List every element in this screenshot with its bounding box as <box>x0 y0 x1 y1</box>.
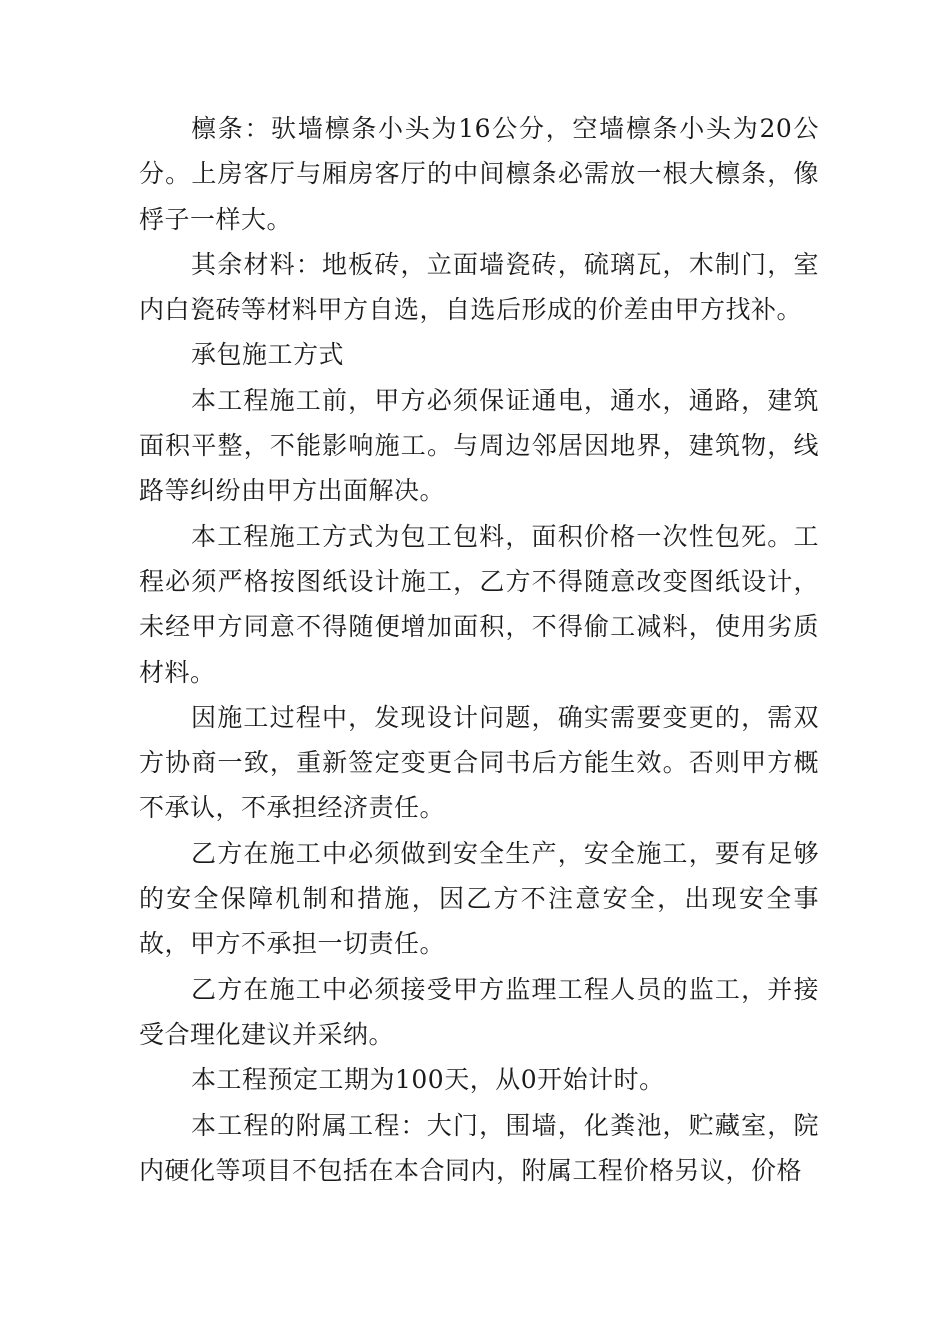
paragraph-other-materials: 其余材料：地板砖，立面墙瓷砖，硫璃瓦，木制门，室内白瓷砖等材料甲方自选，自选后形成的价差由甲方找补。 <box>139 249 819 325</box>
paragraph-purlins: 檩条：驮墙檩条小头为16公分，空墙檩条小头为20公分。上房客厅与厢房客厅的中间檩条必需放一根大檩条，像桴子一样大。 <box>139 114 819 234</box>
document-body <box>139 106 819 1193</box>
paragraph-supervision: 乙方在施工中必须接受甲方监理工程人员的监工，并接受合理化建议并采纳。 <box>139 974 819 1049</box>
paragraph-ancillary-works: 本工程的附属工程：大门，围墙，化粪池，贮藏室，院内硬化等项目不包括在本合同内，附属工程价格另议，价格 <box>139 1110 819 1185</box>
paragraph-safety: 乙方在施工中必须做到安全生产，安全施工，要有足够的安全保障机制和措施，因乙方不注意安全，出现安全事故，甲方不承担一切责任。 <box>139 838 819 959</box>
paragraph-schedule: 本工程预定工期为100天，从0开始计时。 <box>191 1065 665 1095</box>
section-heading-contract-method: 承包施工方式 <box>191 340 345 370</box>
paragraph-preconditions: 本工程施工前，甲方必须保证通电，通水，通路，建筑面积平整，不能影响施工。与周边邻居因地界，建筑物，线路等纠纷由甲方出面解决。 <box>139 385 819 506</box>
paragraph-contract-method: 本工程施工方式为包工包料，面积价格一次性包死。工程必须严格按图纸设计施工，乙方不得随意改变图纸设计，未经甲方同意不得随便增加面积，不得偷工减料，使用劣质材料。 <box>139 521 819 687</box>
paragraph-design-changes: 因施工过程中，发现设计问题，确实需要变更的，需双方协商一致，重新签定变更合同书后方能生效。否则甲方概不承认，不承担经济责任。 <box>139 702 819 823</box>
